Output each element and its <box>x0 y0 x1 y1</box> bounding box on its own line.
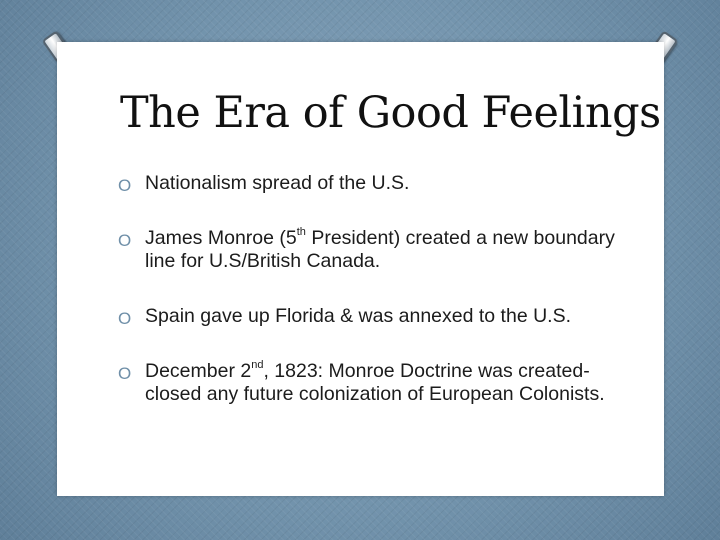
bullet-text: Spain gave up Florida & was annexed to the U.S. <box>145 305 572 327</box>
bullet-item-1 <box>118 172 638 195</box>
bullet-text: Nationalism spread of the U.S. <box>145 172 410 194</box>
ordinal-suffix: nd <box>251 358 264 371</box>
bullet-item-2 <box>118 227 638 273</box>
bullet-text: James Monroe (5 <box>145 227 297 249</box>
bullet-marker: O <box>118 364 132 383</box>
bullet-item-3 <box>118 305 638 328</box>
bullet-marker: O <box>118 231 132 250</box>
bullet-text: December 2 <box>145 360 252 382</box>
bullet-item-4 <box>118 360 638 406</box>
bullet-marker: O <box>118 176 132 195</box>
ordinal-suffix: th <box>296 225 306 238</box>
slide-title: The Era of Good Feelings <box>120 88 661 138</box>
bullet-marker: O <box>118 309 132 328</box>
bullet-text-continued: President) created a new boundary line for U.S/British Canada. <box>145 227 615 272</box>
bullet-text-continued: , 1823: Monroe Doctrine was created- closed any future colonization of European Colonists. <box>145 360 605 405</box>
bullet-list <box>118 172 638 406</box>
